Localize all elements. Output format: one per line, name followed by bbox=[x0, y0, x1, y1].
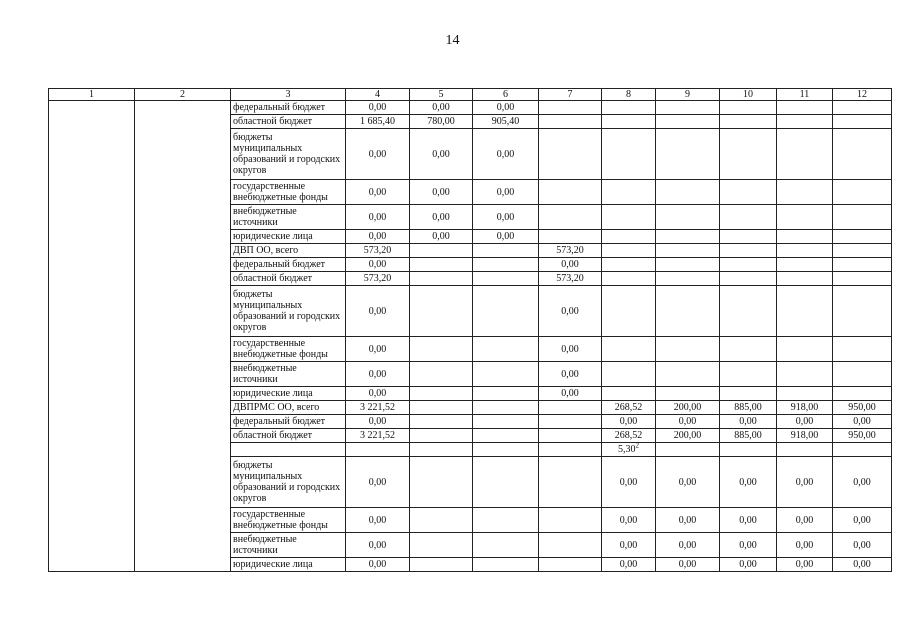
value-cell: 3 221,52 bbox=[346, 401, 410, 415]
value-cell bbox=[777, 387, 833, 401]
value-cell bbox=[539, 401, 602, 415]
value-cell bbox=[539, 558, 602, 572]
value-cell bbox=[539, 429, 602, 443]
value-cell: 0,00 bbox=[656, 508, 720, 533]
funding-source-label: юридические лица bbox=[231, 230, 346, 244]
value-cell: 0,00 bbox=[833, 457, 892, 508]
value-cell bbox=[833, 286, 892, 337]
value-cell bbox=[656, 244, 720, 258]
value-cell bbox=[833, 443, 892, 457]
funding-source-label: бюджеты муниципальных образований и городских округов bbox=[231, 286, 346, 337]
value-cell bbox=[777, 101, 833, 115]
value-cell bbox=[410, 387, 473, 401]
value-cell bbox=[602, 443, 656, 457]
value-cell bbox=[602, 101, 656, 115]
funding-source-label: ДВП ОО, всего bbox=[231, 244, 346, 258]
value-cell: 1 685,40 bbox=[346, 115, 410, 129]
value-cell: 0,00 bbox=[346, 205, 410, 230]
value-cell: 0,00 bbox=[410, 180, 473, 205]
value-cell bbox=[602, 115, 656, 129]
value-cell bbox=[602, 205, 656, 230]
value-cell: 268,52 bbox=[602, 401, 656, 415]
value-cell bbox=[720, 205, 777, 230]
value-cell bbox=[602, 230, 656, 244]
value-cell: 0,00 bbox=[346, 362, 410, 387]
value-cell bbox=[833, 180, 892, 205]
value-cell: 0,00 bbox=[410, 205, 473, 230]
funding-source-label: бюджеты муниципальных образований и городских округов bbox=[231, 129, 346, 180]
value-cell: 0,00 bbox=[346, 533, 410, 558]
value-cell: 0,00 bbox=[656, 457, 720, 508]
funding-source-label: государственные внебюджетные фонды bbox=[231, 180, 346, 205]
value-cell bbox=[833, 101, 892, 115]
value-cell bbox=[720, 362, 777, 387]
value-cell bbox=[720, 337, 777, 362]
column-number-row bbox=[49, 89, 892, 101]
value-cell bbox=[833, 205, 892, 230]
column-number-header: 8 bbox=[602, 89, 656, 101]
value-cell bbox=[720, 244, 777, 258]
value-cell bbox=[473, 244, 539, 258]
value-cell: 0,00 bbox=[777, 533, 833, 558]
value-cell: 0,00 bbox=[602, 457, 656, 508]
column-number-header: 12 bbox=[833, 89, 892, 101]
value-cell bbox=[473, 429, 539, 443]
funding-source-label: государственные внебюджетные фонды bbox=[231, 337, 346, 362]
value-cell: 0,00 bbox=[473, 101, 539, 115]
value-cell bbox=[602, 337, 656, 362]
value-cell bbox=[346, 443, 410, 457]
value-cell bbox=[777, 337, 833, 362]
value-cell bbox=[473, 401, 539, 415]
value-cell bbox=[602, 244, 656, 258]
table-row bbox=[49, 101, 892, 115]
value-cell: 780,00 bbox=[410, 115, 473, 129]
value-text: 5,30 bbox=[618, 444, 636, 455]
value-cell bbox=[410, 244, 473, 258]
value-cell: 0,00 bbox=[539, 362, 602, 387]
value-cell: 0,00 bbox=[346, 286, 410, 337]
value-cell bbox=[656, 180, 720, 205]
funding-source-label: бюджеты муниципальных образований и городских округов bbox=[231, 457, 346, 508]
value-cell bbox=[656, 337, 720, 362]
value-cell: 0,00 bbox=[602, 533, 656, 558]
value-cell: 0,00 bbox=[539, 286, 602, 337]
value-cell bbox=[473, 533, 539, 558]
value-cell bbox=[539, 508, 602, 533]
value-cell: 0,00 bbox=[777, 558, 833, 572]
value-cell: 918,00 bbox=[777, 401, 833, 415]
value-cell bbox=[539, 230, 602, 244]
value-cell bbox=[720, 180, 777, 205]
value-cell bbox=[539, 457, 602, 508]
value-cell bbox=[473, 272, 539, 286]
column-number-header: 9 bbox=[656, 89, 720, 101]
value-cell: 0,00 bbox=[346, 387, 410, 401]
value-cell: 0,00 bbox=[656, 533, 720, 558]
value-cell bbox=[720, 443, 777, 457]
value-cell: 0,00 bbox=[346, 230, 410, 244]
value-cell bbox=[473, 457, 539, 508]
value-cell bbox=[410, 337, 473, 362]
value-cell: 0,00 bbox=[539, 337, 602, 362]
footnote-marker: 2 bbox=[635, 441, 639, 450]
value-cell: 0,00 bbox=[410, 129, 473, 180]
value-cell: 0,00 bbox=[346, 129, 410, 180]
value-cell: 0,00 bbox=[346, 337, 410, 362]
value-cell: 3 221,52 bbox=[346, 429, 410, 443]
table-body bbox=[49, 89, 892, 572]
value-cell bbox=[539, 443, 602, 457]
value-cell bbox=[602, 272, 656, 286]
value-cell: 0,00 bbox=[346, 415, 410, 429]
value-cell bbox=[833, 337, 892, 362]
value-cell bbox=[410, 508, 473, 533]
value-cell bbox=[473, 362, 539, 387]
value-cell bbox=[410, 286, 473, 337]
column-number-header: 1 bbox=[49, 89, 135, 101]
value-cell: 950,00 bbox=[833, 429, 892, 443]
value-cell: 0,00 bbox=[720, 558, 777, 572]
value-cell bbox=[777, 272, 833, 286]
value-cell: 0,00 bbox=[539, 387, 602, 401]
column-number-header: 2 bbox=[135, 89, 231, 101]
funding-source-label: внебюджетные источники bbox=[231, 205, 346, 230]
value-cell bbox=[720, 286, 777, 337]
value-cell bbox=[656, 101, 720, 115]
value-cell: 573,20 bbox=[346, 272, 410, 286]
value-cell bbox=[539, 101, 602, 115]
value-cell bbox=[656, 443, 720, 457]
value-cell bbox=[410, 429, 473, 443]
value-cell bbox=[410, 533, 473, 558]
funding-source-label: юридические лица bbox=[231, 558, 346, 572]
value-cell: 0,00 bbox=[473, 230, 539, 244]
value-cell bbox=[720, 230, 777, 244]
value-cell: 0,00 bbox=[720, 415, 777, 429]
value-cell bbox=[833, 115, 892, 129]
value-cell bbox=[656, 387, 720, 401]
value-cell bbox=[833, 387, 892, 401]
value-cell bbox=[410, 401, 473, 415]
value-cell bbox=[602, 362, 656, 387]
value-cell bbox=[720, 129, 777, 180]
value-cell bbox=[833, 258, 892, 272]
value-cell: 573,20 bbox=[539, 272, 602, 286]
value-cell: 0,00 bbox=[656, 558, 720, 572]
col-1-merged-cell bbox=[49, 101, 135, 572]
funding-source-label: федеральный бюджет bbox=[231, 258, 346, 272]
funding-source-label: юридические лица bbox=[231, 387, 346, 401]
value-cell: 0,00 bbox=[720, 508, 777, 533]
value-cell bbox=[539, 115, 602, 129]
value-cell: 905,40 bbox=[473, 115, 539, 129]
value-cell bbox=[777, 115, 833, 129]
value-cell bbox=[777, 258, 833, 272]
funding-source-label bbox=[231, 443, 346, 457]
value-cell: 573,20 bbox=[539, 244, 602, 258]
value-cell bbox=[777, 286, 833, 337]
funding-source-label: внебюджетные источники bbox=[231, 362, 346, 387]
value-cell bbox=[656, 115, 720, 129]
value-cell bbox=[473, 387, 539, 401]
value-cell bbox=[410, 415, 473, 429]
value-cell bbox=[777, 362, 833, 387]
value-cell bbox=[473, 558, 539, 572]
value-cell bbox=[777, 443, 833, 457]
value-cell bbox=[473, 258, 539, 272]
value-cell: 0,00 bbox=[720, 457, 777, 508]
value-cell: 885,00 bbox=[720, 429, 777, 443]
value-cell bbox=[720, 115, 777, 129]
value-cell: 0,00 bbox=[833, 415, 892, 429]
value-cell bbox=[539, 180, 602, 205]
value-cell bbox=[777, 129, 833, 180]
value-cell bbox=[656, 230, 720, 244]
value-cell bbox=[777, 205, 833, 230]
column-number-header: 6 bbox=[473, 89, 539, 101]
value-cell: 0,00 bbox=[346, 457, 410, 508]
value-cell bbox=[410, 457, 473, 508]
value-cell bbox=[410, 272, 473, 286]
value-cell bbox=[539, 415, 602, 429]
value-cell: 0,00 bbox=[473, 180, 539, 205]
value-cell bbox=[656, 362, 720, 387]
value-cell bbox=[656, 286, 720, 337]
funding-source-label: ДВПРМС ОО, всего bbox=[231, 401, 346, 415]
value-cell: 0,00 bbox=[473, 205, 539, 230]
value-cell bbox=[833, 362, 892, 387]
value-cell: 918,00 bbox=[777, 429, 833, 443]
value-cell bbox=[656, 258, 720, 272]
value-cell: 0,00 bbox=[833, 508, 892, 533]
column-number-header: 5 bbox=[410, 89, 473, 101]
value-cell: 0,00 bbox=[539, 258, 602, 272]
funding-source-label: областной бюджет bbox=[231, 429, 346, 443]
value-cell: 0,00 bbox=[777, 508, 833, 533]
funding-source-label: областной бюджет bbox=[231, 115, 346, 129]
value-cell bbox=[602, 180, 656, 205]
value-cell: 885,00 bbox=[720, 401, 777, 415]
value-cell: 0,00 bbox=[473, 129, 539, 180]
value-cell: 0,00 bbox=[346, 258, 410, 272]
value-cell: 200,00 bbox=[656, 401, 720, 415]
value-cell: 0,00 bbox=[833, 558, 892, 572]
value-cell: 0,00 bbox=[777, 415, 833, 429]
value-cell bbox=[656, 129, 720, 180]
column-number-header: 7 bbox=[539, 89, 602, 101]
funding-source-label: областной бюджет bbox=[231, 272, 346, 286]
value-cell: 0,00 bbox=[602, 415, 656, 429]
value-cell bbox=[720, 258, 777, 272]
budget-table bbox=[48, 88, 892, 572]
funding-source-label: государственные внебюджетные фонды bbox=[231, 508, 346, 533]
value-cell bbox=[410, 558, 473, 572]
value-cell bbox=[473, 443, 539, 457]
funding-source-label: внебюджетные источники bbox=[231, 533, 346, 558]
value-cell bbox=[473, 508, 539, 533]
funding-source-label: федеральный бюджет bbox=[231, 101, 346, 115]
value-cell bbox=[539, 533, 602, 558]
value-cell bbox=[539, 205, 602, 230]
value-cell bbox=[656, 205, 720, 230]
column-number-header: 10 bbox=[720, 89, 777, 101]
value-cell: 268,52 bbox=[602, 429, 656, 443]
value-cell bbox=[720, 387, 777, 401]
value-cell: 0,00 bbox=[656, 415, 720, 429]
value-cell bbox=[777, 180, 833, 205]
value-cell: 0,00 bbox=[346, 101, 410, 115]
value-cell bbox=[602, 258, 656, 272]
value-cell bbox=[833, 272, 892, 286]
value-cell bbox=[602, 387, 656, 401]
value-cell bbox=[720, 272, 777, 286]
value-cell bbox=[410, 362, 473, 387]
value-cell bbox=[656, 272, 720, 286]
value-cell: 0,00 bbox=[346, 558, 410, 572]
value-cell: 0,00 bbox=[410, 101, 473, 115]
value-cell: 573,20 bbox=[346, 244, 410, 258]
value-cell bbox=[777, 244, 833, 258]
value-cell bbox=[410, 258, 473, 272]
page-number: 14 bbox=[445, 33, 460, 48]
value-cell: 0,00 bbox=[602, 508, 656, 533]
value-cell bbox=[473, 415, 539, 429]
value-cell bbox=[833, 129, 892, 180]
value-cell bbox=[410, 443, 473, 457]
value-cell bbox=[602, 129, 656, 180]
value-cell: 0,00 bbox=[346, 180, 410, 205]
value-cell bbox=[473, 286, 539, 337]
column-number-header: 4 bbox=[346, 89, 410, 101]
value-cell: 0,00 bbox=[833, 533, 892, 558]
value-cell: 0,00 bbox=[777, 457, 833, 508]
value-cell bbox=[720, 101, 777, 115]
value-cell: 0,00 bbox=[720, 533, 777, 558]
value-cell bbox=[833, 244, 892, 258]
value-cell: 0,00 bbox=[410, 230, 473, 244]
value-cell bbox=[777, 230, 833, 244]
col-2-merged-cell bbox=[135, 101, 231, 572]
value-cell: 950,00 bbox=[833, 401, 892, 415]
value-cell bbox=[602, 286, 656, 337]
value-cell: 0,00 bbox=[602, 558, 656, 572]
value-cell bbox=[473, 337, 539, 362]
column-number-header: 11 bbox=[777, 89, 833, 101]
value-cell bbox=[539, 129, 602, 180]
funding-source-label: федеральный бюджет bbox=[231, 415, 346, 429]
value-cell: 0,00 bbox=[346, 508, 410, 533]
value-cell bbox=[833, 230, 892, 244]
value-cell: 200,00 bbox=[656, 429, 720, 443]
column-number-header: 3 bbox=[231, 89, 346, 101]
